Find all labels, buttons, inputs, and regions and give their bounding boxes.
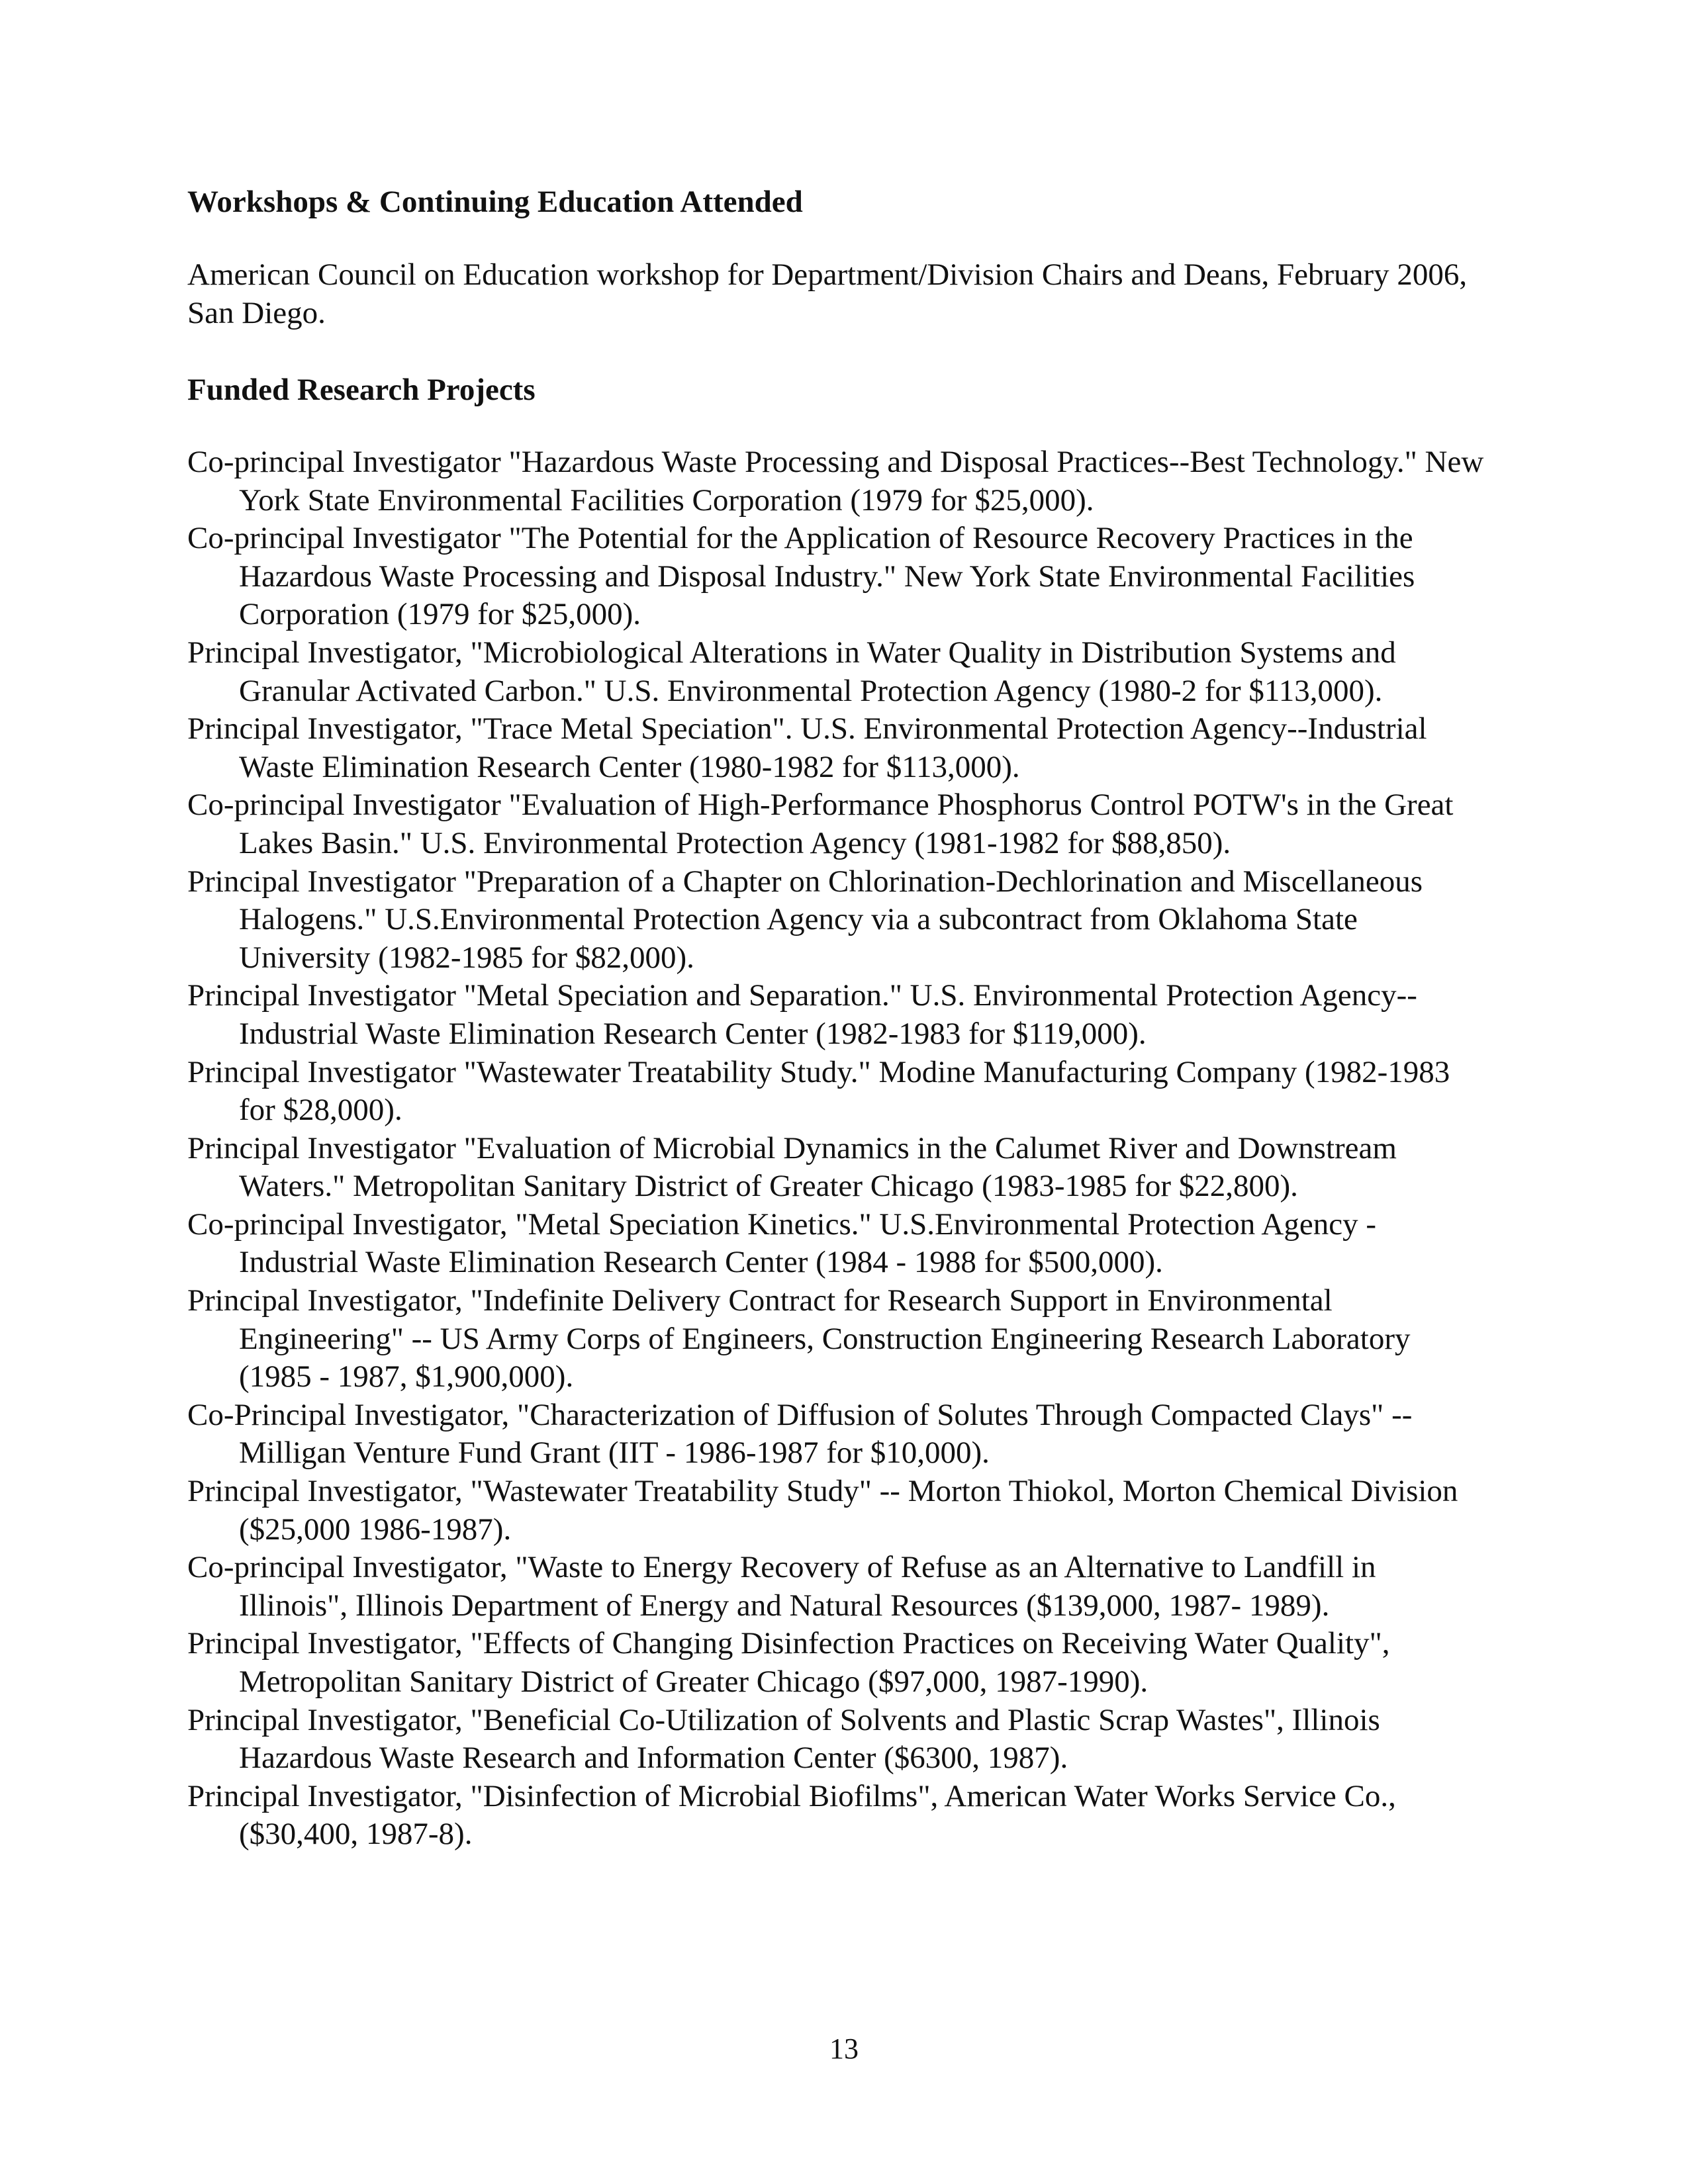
- funded-project-entry: Co-Principal Investigator, "Characterization of Diffusion of Solutes Through Compacted Clays" -- Milligan Venture Fund Grant (IIT - 1986-1987 for $10,000).: [187, 1397, 1413, 1471]
- funded-project-entry: Principal Investigator, "Trace Metal Speciation". U.S. Environmental Protection Agency--Industrial Waste Elimination Research Center (1980-1982 for $113,000).: [187, 711, 1427, 784]
- page-number: 13: [829, 2032, 859, 2065]
- funded-project-entry: Co-principal Investigator, "Metal Speciation Kinetics." U.S.Environmental Protection Agency - Industrial Waste Elimination Research Center (1984 - 1988 for $500,000).: [187, 1206, 1376, 1280]
- funded-project-entry: Principal Investigator, "Effects of Changing Disinfection Practices on Receiving Water Quality", Metropolitan Sanitary District of Greater Chicago ($97,000, 1987-1990).: [187, 1626, 1390, 1699]
- funded-project-entry: Principal Investigator, "Disinfection of Microbial Biofilms", American Water Works Service Co., ($30,400, 1987-8).: [187, 1778, 1396, 1852]
- funded-project-entry: Co-principal Investigator, "Waste to Energy Recovery of Refuse as an Alternative to Landfill in Illinois", Illinois Department of Energy and Natural Resources ($139,000, 1987- 1989).: [187, 1550, 1376, 1623]
- funded-project-entry: Principal Investigator, "Wastewater Treatability Study" -- Morton Thiokol, Morton Chemical Division ($25,000 1986-1987).: [187, 1474, 1458, 1547]
- funded-project-entry: Co-principal Investigator "The Potential for the Application of Resource Recovery Practices in the Hazardous Waste Processing and Disposal Industry." New York State Environmental Facilities Corporation (1979 for $25,000).: [187, 521, 1415, 632]
- funded-project-entry: Principal Investigator "Evaluation of Microbial Dynamics in the Calumet River and Downstream Waters." Metropolitan Sanitary District of Greater Chicago (1983-1985 for $22,800).: [187, 1130, 1397, 1204]
- funded-project-entry: Principal Investigator "Wastewater Treatability Study." Modine Manufacturing Company (1982-1983 for $28,000).: [187, 1054, 1450, 1128]
- funded-project-entry: Principal Investigator, "Microbiological Alterations in Water Quality in Distribution Systems and Granular Activated Carbon." U.S. Environmental Protection Agency (1980-2 for $113,000).: [187, 635, 1396, 708]
- funded-research-heading: Funded Research Projects: [187, 373, 536, 407]
- funded-project-entry: Principal Investigator, "Indefinite Delivery Contract for Research Support in Environmental Engineering" -- US Army Corps of Engineers, Construction Engineering Research Laboratory (1985 - 1987, $1,900,000).: [187, 1283, 1411, 1394]
- funded-project-entry: Co-principal Investigator "Evaluation of High-Performance Phosphorus Control POTW's in the Great Lakes Basin." U.S. Environmental Protection Agency (1981-1982 for $88,850).: [187, 788, 1454, 860]
- workshops-entry: American Council on Education workshop for Department/Division Chairs and Deans, February 2006, San Diego.: [187, 257, 1468, 330]
- page-content: [187, 183, 1485, 1854]
- funded-project-entry: Principal Investigator, "Beneficial Co-Utilization of Solvents and Plastic Scrap Wastes", Illinois Hazardous Waste Research and Information Center ($6300, 1987).: [187, 1702, 1380, 1776]
- funded-project-entry: Principal Investigator "Preparation of a Chapter on Chlorination-Dechlorination and Miscellaneous Halogens." U.S.Environmental Protection Agency via a subcontract from Oklahoma State University (1982-1985 for $82,000).: [187, 864, 1423, 975]
- funded-project-entry: Co-principal Investigator "Hazardous Waste Processing and Disposal Practices--Best Technology." New York State Environmental Facilities Corporation (1979 for $25,000).: [187, 445, 1484, 518]
- funded-research-list: [187, 443, 1485, 1854]
- workshops-heading: Workshops & Continuing Education Attended: [187, 185, 803, 219]
- funded-project-entry: Principal Investigator "Metal Speciation and Separation." U.S. Environmental Protection Agency--Industrial Waste Elimination Research Center (1982-1983 for $119,000).: [187, 978, 1417, 1051]
